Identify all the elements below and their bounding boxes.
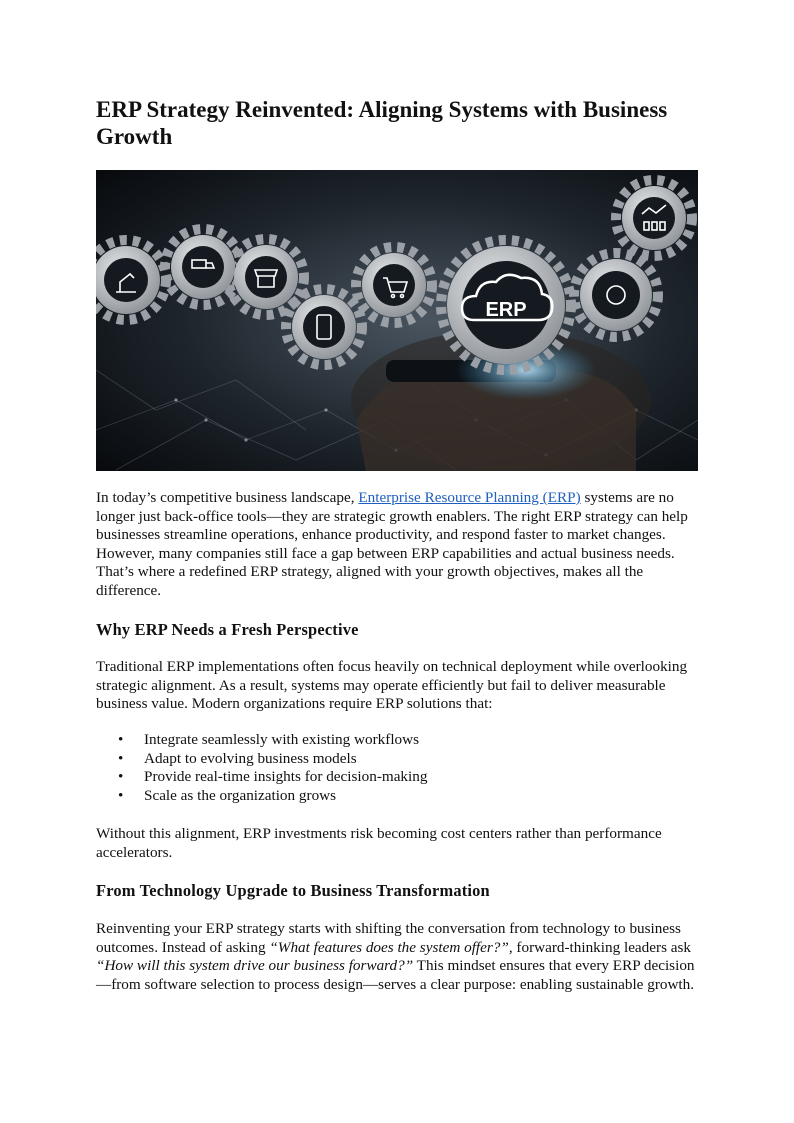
erp-link[interactable]: Enterprise Resource Planning (ERP)	[358, 489, 581, 506]
requirements-list	[96, 731, 700, 805]
erp-cloud-label: ERP	[485, 299, 527, 321]
bullet-icon: •	[118, 786, 124, 804]
section1-closing-paragraph: Without this alignment, ERP investments risk becoming cost centers rather than performance accelerators.	[96, 825, 662, 861]
bullet-icon: •	[118, 749, 124, 767]
list-item: • Integrate seamlessly with existing workflows	[118, 731, 420, 748]
section2-paragraph: Reinventing your ERP strategy starts with shifting the conversation from technology to business outcomes. Instead of asking “What features does the system offer?”, forward-thinking leaders ask “How will this system drive our business forward?” This mindset ensures that every ERP decision—from software selection to process design—serves a clear purpose: enabling sustainable growth.	[96, 920, 695, 993]
bullet-icon: •	[118, 768, 124, 786]
page-title: ERP Strategy Reinvented: Aligning Systems with Business Growth	[96, 97, 668, 149]
bullet-icon: •	[118, 731, 124, 748]
list-item: • Adapt to evolving business models	[118, 749, 357, 767]
quote-drive-forward: “How will this system drive our business forward?”	[96, 957, 414, 975]
quote-features: “What features does the system offer?”	[269, 938, 509, 956]
section-heading-transformation: From Technology Upgrade to Business Transformation	[96, 881, 490, 900]
hero-image	[96, 170, 698, 471]
section-heading-fresh-perspective: Why ERP Needs a Fresh Perspective	[96, 620, 359, 639]
list-item: • Provide real-time insights for decision-making	[118, 768, 428, 786]
intro-paragraph: In today’s competitive business landscape, Enterprise Resource Planning (ERP) systems are no longer just back-office tools—they are strategic growth enablers. The right ERP strategy can help businesses streamline operations, enhance productivity, and respond faster to market changes. However, many companies still face a gap between ERP capabilities and actual business needs. That’s where a redefined ERP strategy, aligned with your growth objectives, makes all the difference.	[96, 489, 688, 599]
list-item: • Scale as the organization grows	[118, 786, 337, 804]
section1-paragraph: Traditional ERP implementations often focus heavily on technical deployment while overlooking strategic alignment. As a result, systems may operate efficiently but fail to deliver measurable business value. Modern organizations require ERP solutions that:	[96, 658, 688, 713]
